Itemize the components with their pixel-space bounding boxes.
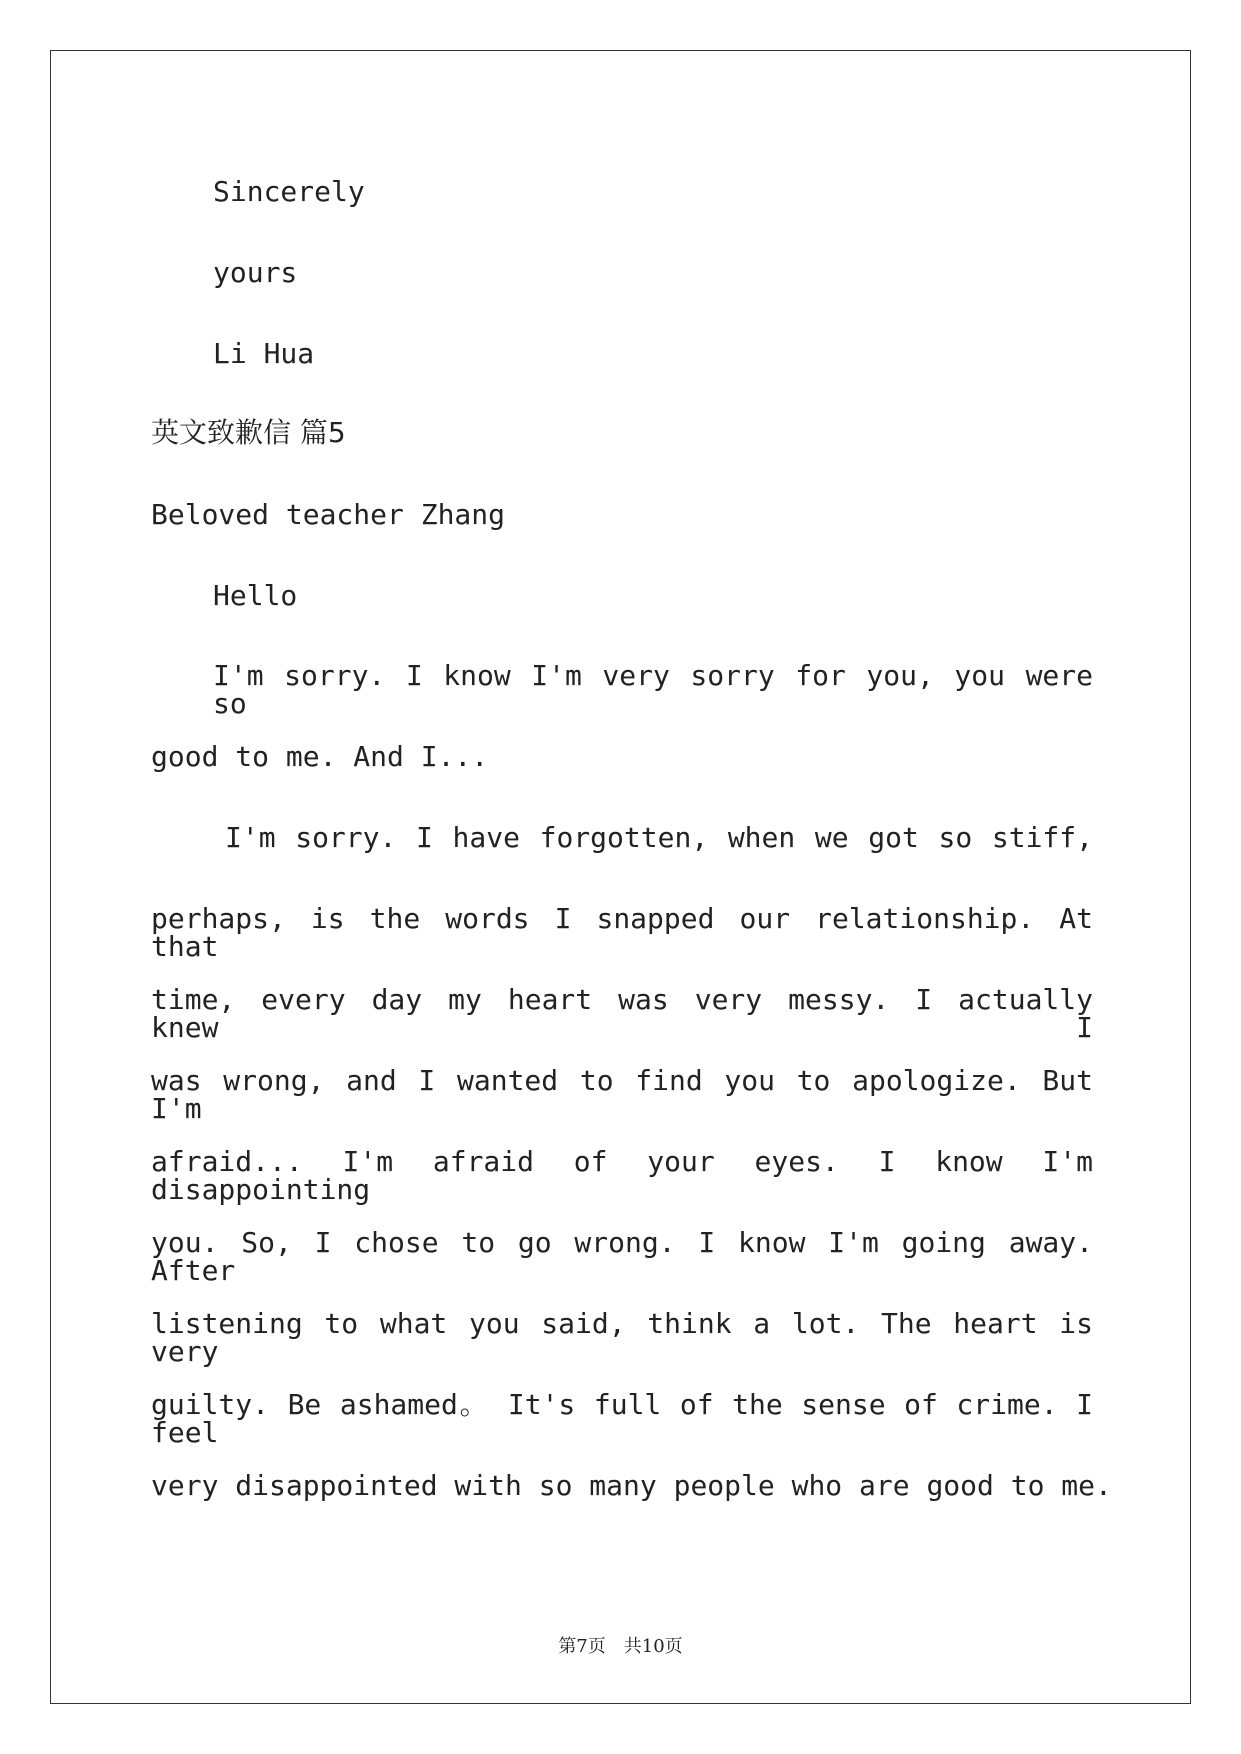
closing-sincerely: Sincerely	[213, 175, 365, 208]
salutation: Beloved teacher Zhang	[151, 498, 506, 531]
page-border	[50, 50, 1191, 1704]
paragraph2-line-7: listening to what you said, think a lot. The heart is very	[151, 1307, 1093, 1368]
paragraph2-line-1: I'm sorry. I have forgotten, when we got so stiff,	[225, 821, 1093, 854]
page-number-footer: 第7页 共10页	[558, 1636, 683, 1657]
paragraph1-line-1: I'm sorry. I know I'm very sorry for you, you were so	[213, 659, 1093, 720]
section-heading: 英文致歉信 篇5	[151, 416, 346, 449]
paragraph2-line-5: afraid... I'm afraid of your eyes. I know I'm disappointing	[151, 1145, 1093, 1206]
closing-yours: yours	[213, 256, 298, 289]
signature: Li Hua	[213, 337, 315, 370]
paragraph1-line-2: good to me. And I...	[151, 740, 489, 773]
paragraph2-line-4: was wrong, and I wanted to find you to apologize. But I'm	[151, 1064, 1093, 1125]
paragraph2-line-9: very disappointed with so many people who are good to me.	[151, 1469, 1112, 1502]
paragraph2-line-8: guilty. Be ashamed。 It's full of the sense of crime. I feel	[151, 1388, 1093, 1449]
greeting: Hello	[213, 579, 298, 612]
paragraph2-line-3: time, every day my heart was very messy. I actually knew I	[151, 983, 1093, 1044]
paragraph2-line-2: perhaps, is the words I snapped our relationship. At that	[151, 902, 1093, 963]
paragraph2-line-6: you. So, I chose to go wrong. I know I'm going away. After	[151, 1226, 1093, 1287]
